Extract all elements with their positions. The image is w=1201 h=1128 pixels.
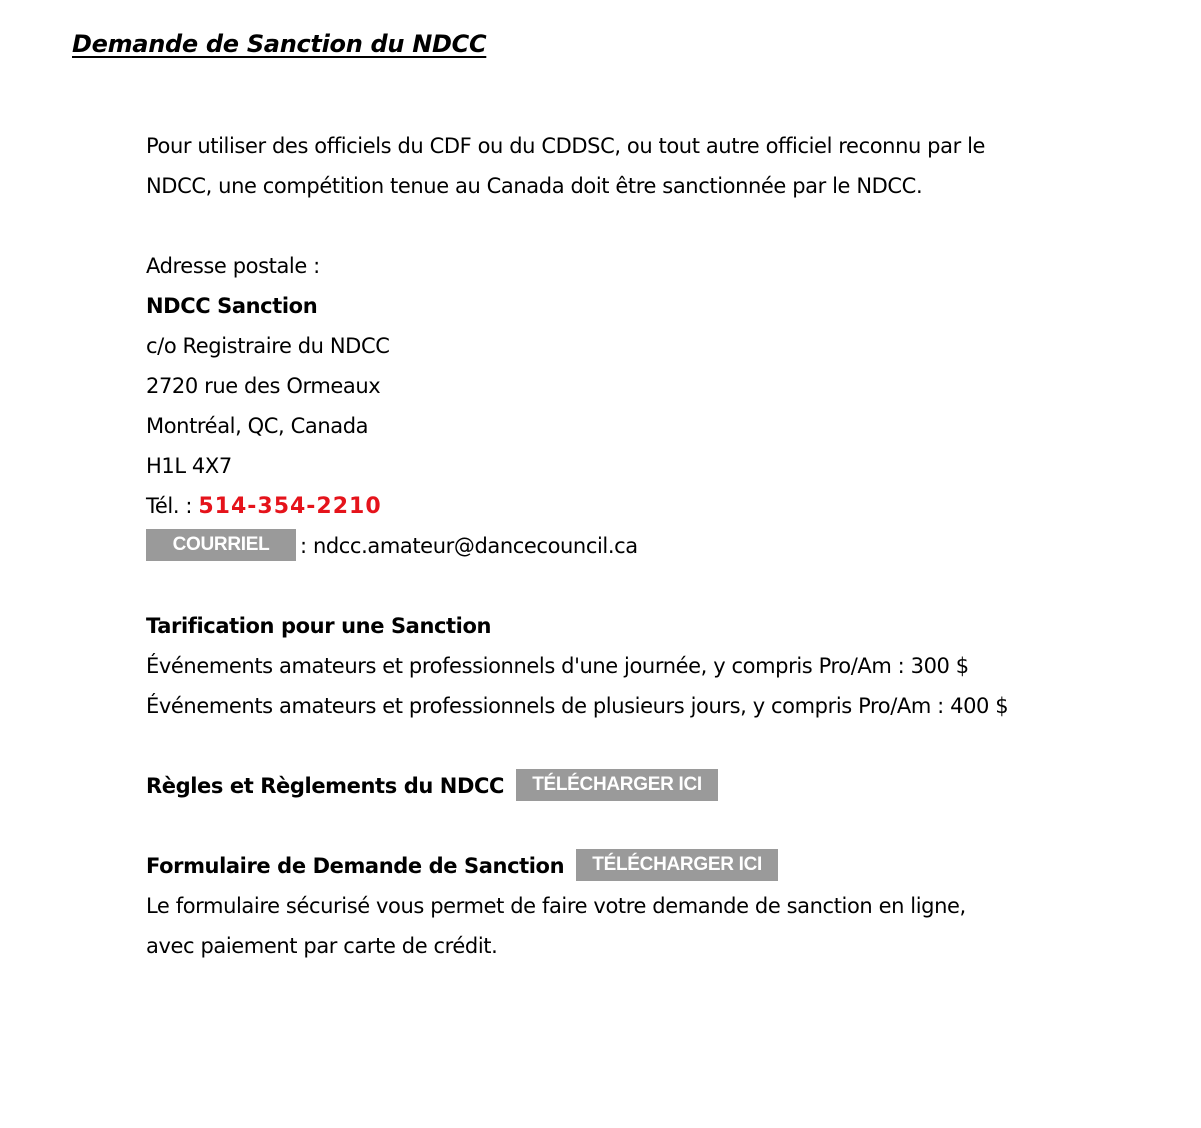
- address-street: 2720 rue des Ormeaux: [146, 374, 381, 398]
- pricing-single-day: Événements amateurs et professionnels d'une journée, y compris Pro/Am : 300 $: [146, 654, 969, 678]
- rules-label: Règles et Règlements du NDCC: [146, 774, 505, 798]
- rules-download-button[interactable]: TÉLÉCHARGER ICI: [516, 769, 718, 801]
- spacer: [146, 206, 1146, 246]
- address-postal-code: H1L 4X7: [146, 454, 232, 478]
- address-name: NDCC Sanction: [146, 294, 318, 318]
- rules-row: [146, 766, 1146, 806]
- intro-line-1: Pour utiliser des officiels du CDF ou du CDDSC, ou tout autre officiel reconnu par le: [146, 134, 986, 158]
- form-label: Formulaire de Demande de Sanction: [146, 854, 565, 878]
- form-description-line-1: Le formulaire sécurisé vous permet de faire votre demande de sanction en ligne,: [146, 894, 966, 918]
- main-content: [146, 126, 1146, 966]
- page-title: Demande de Sanction du NDCC: [72, 30, 487, 58]
- form-download-button[interactable]: TÉLÉCHARGER ICI: [576, 849, 778, 881]
- intro-line-2: NDCC, une compétition tenue au Canada doit être sanctionnée par le NDCC.: [146, 174, 923, 198]
- address-heading: Adresse postale :: [146, 254, 320, 278]
- form-row: [146, 846, 1146, 886]
- pricing-heading: Tarification pour une Sanction: [146, 614, 492, 638]
- email-row: [146, 526, 1146, 566]
- pricing-multi-day: Événements amateurs et professionnels de plusieurs jours, y compris Pro/Am : 400 $: [146, 694, 1009, 718]
- address-care-of: c/o Registraire du NDCC: [146, 334, 390, 358]
- spacer: [146, 726, 1146, 766]
- phone-label: Tél. :: [146, 494, 199, 518]
- phone-number[interactable]: 514-354-2210: [198, 494, 382, 519]
- form-description-line-2: avec paiement par carte de crédit.: [146, 934, 498, 958]
- phone-row: [146, 486, 1146, 526]
- spacer: [146, 566, 1146, 606]
- address-city: Montréal, QC, Canada: [146, 414, 369, 438]
- spacer: [146, 806, 1146, 846]
- email-address: : ndcc.amateur@dancecouncil.ca: [300, 534, 638, 558]
- email-button[interactable]: COURRIEL: [146, 529, 296, 561]
